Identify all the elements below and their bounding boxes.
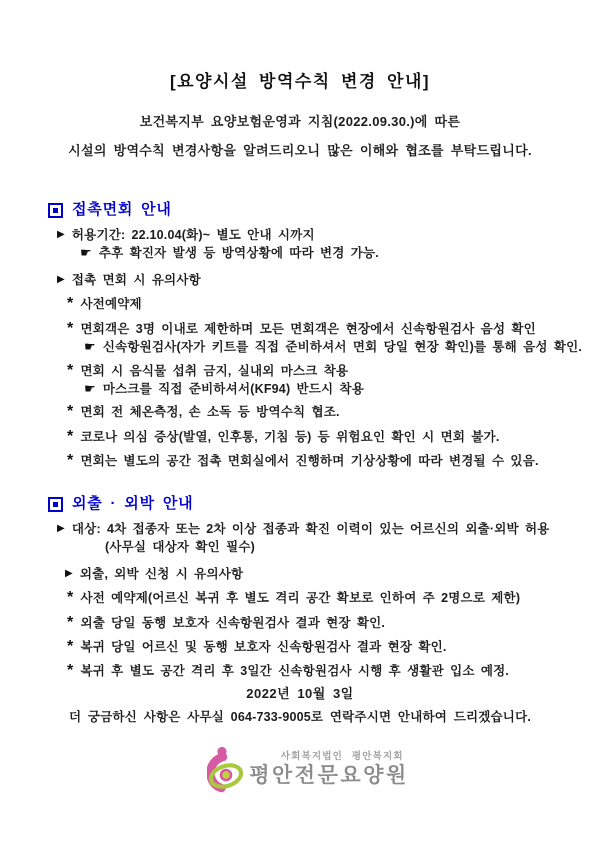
item-text: 코로나 의심 증상(발열, 인후통, 기침 등) 등 위험요인 확인 시 면회 불가. [80, 430, 500, 444]
bullet-allowed-period [0, 226, 600, 244]
subnote-text: 마스크를 직접 준비하셔서(KF94) 반드시 착용 [102, 382, 365, 396]
item-outing-day-test [0, 614, 600, 632]
asterisk-bullet-icon: * [67, 362, 74, 379]
asterisk-bullet-icon: * [67, 295, 74, 312]
item-advance-reservation [0, 589, 600, 607]
person-in-green-ellipse-icon [207, 745, 243, 795]
facility-logo [8, 745, 600, 795]
asterisk-bullet-icon: * [67, 589, 74, 606]
bullet-text: 허용기간: 22.10.04(화)~ 별도 안내 시까지 [71, 228, 315, 242]
item-text: 면회객은 3명 이내로 제한하며 모든 면회객은 현장에서 신속항원검사 음성 확인 [80, 322, 536, 336]
subnote-mask-kf94 [0, 380, 600, 398]
item-no-food-mask [0, 362, 600, 380]
arrow-bullet-icon: ▶ [57, 274, 65, 285]
arrow-bullet-icon: ▶ [57, 229, 65, 240]
bullet-visit-precautions [0, 271, 600, 289]
section-square-icon [48, 203, 63, 218]
item-visitor-limit [0, 320, 600, 338]
asterisk-bullet-icon: * [67, 662, 74, 679]
item-text: 복귀 후 별도 공간 격리 후 3일간 신속항원검사 시행 후 생활관 입소 예정. [80, 664, 510, 678]
section-square-inner [53, 502, 58, 507]
section-square-inner [53, 208, 58, 213]
subnote-text: 신속항원검사(자가 키트를 직접 준비하셔서 면회 당일 현장 확인)를 통해 음성 확인. [102, 340, 583, 354]
pointing-hand-icon: ☛ [80, 245, 92, 260]
bullet-text: 외출, 외박 신청 시 유의사항 [79, 567, 244, 581]
section-title: 접촉면회 안내 [72, 201, 172, 218]
continuation-office-check [0, 538, 600, 556]
subnote-change-possible [0, 244, 600, 262]
notice-date: 2022년 10월 3일 [246, 686, 354, 701]
section-square-icon [48, 497, 63, 512]
item-text: 면회 시 음식물 섭취 금지, 실내외 마스크 착용 [80, 364, 349, 378]
bullet-outing-precautions [0, 565, 600, 583]
contact-info: 더 궁금하신 사항은 사무실 064-733-9005로 연락주시면 안내하여 드리겠습니다. [68, 710, 532, 724]
item-text: 사전예약제 [80, 297, 142, 311]
asterisk-bullet-icon: * [67, 614, 74, 631]
item-text: 면회는 별도의 공간 접촉 면회실에서 진행하며 기상상황에 따라 변경될 수 있음. [80, 454, 539, 468]
item-temperature-check [0, 403, 600, 421]
subnote-text: 추후 확진자 발생 등 방역상황에 따라 변경 가능. [98, 246, 379, 260]
pointing-hand-icon: ☛ [84, 339, 96, 354]
logo-text-block [249, 751, 409, 789]
item-return-day-test [0, 638, 600, 656]
item-text: 외출 당일 동행 보호자 신속항원검사 결과 현장 확인. [80, 616, 386, 630]
item-reservation [0, 295, 600, 313]
bullet-text: 대상: 4차 접종자 또는 2차 이상 접종과 확진 이력이 있는 어르신의 외출·외박 허용 [71, 522, 550, 536]
item-quarantine-after-return [0, 662, 600, 680]
item-separate-room [0, 452, 600, 470]
item-text: 사전 예약제(어르신 복귀 후 별도 격리 공간 확보로 인하여 주 2명으로 제한) [80, 591, 521, 605]
item-text: 면회 전 체온측정, 손 소독 등 방역수칙 협조. [80, 405, 340, 419]
logo-facility-name: 평안전문요양원 [249, 764, 409, 787]
subnote-rapid-test [0, 338, 600, 356]
intro-line-2: 시설의 방역수칙 변경사항을 알려드리오니 많은 이해와 협조를 부탁드립니다. [68, 143, 532, 158]
logo-affiliation: 사회복지법인 평안복지회 [280, 751, 404, 762]
asterisk-bullet-icon: * [67, 428, 74, 445]
pointing-hand-icon: ☛ [84, 381, 96, 396]
arrow-bullet-icon: ▶ [57, 523, 65, 534]
section-title: 외출 · 외박 안내 [72, 495, 194, 512]
bullet-text: 접촉 면회 시 유의사항 [71, 273, 201, 287]
item-covid-symptoms [0, 428, 600, 446]
section-header-outing [0, 494, 600, 514]
arrow-bullet-icon: ▶ [65, 568, 73, 579]
section-header-contact-visit [0, 200, 600, 220]
asterisk-bullet-icon: * [67, 452, 74, 469]
asterisk-bullet-icon: * [67, 638, 74, 655]
item-text: 복귀 당일 어르신 및 동행 보호자 신속항원검사 결과 현장 확인. [80, 640, 447, 654]
bullet-outing-target [0, 520, 600, 538]
intro-line-1: 보건복지부 요양보험운영과 지침(2022.09.30.)에 따른 [139, 114, 461, 129]
page-title: [요양시설 방역수칙 변경 안내] [169, 72, 431, 91]
asterisk-bullet-icon: * [67, 403, 74, 420]
continuation-text: (사무실 대상자 확인 필수) [105, 540, 255, 554]
asterisk-bullet-icon: * [67, 320, 74, 337]
